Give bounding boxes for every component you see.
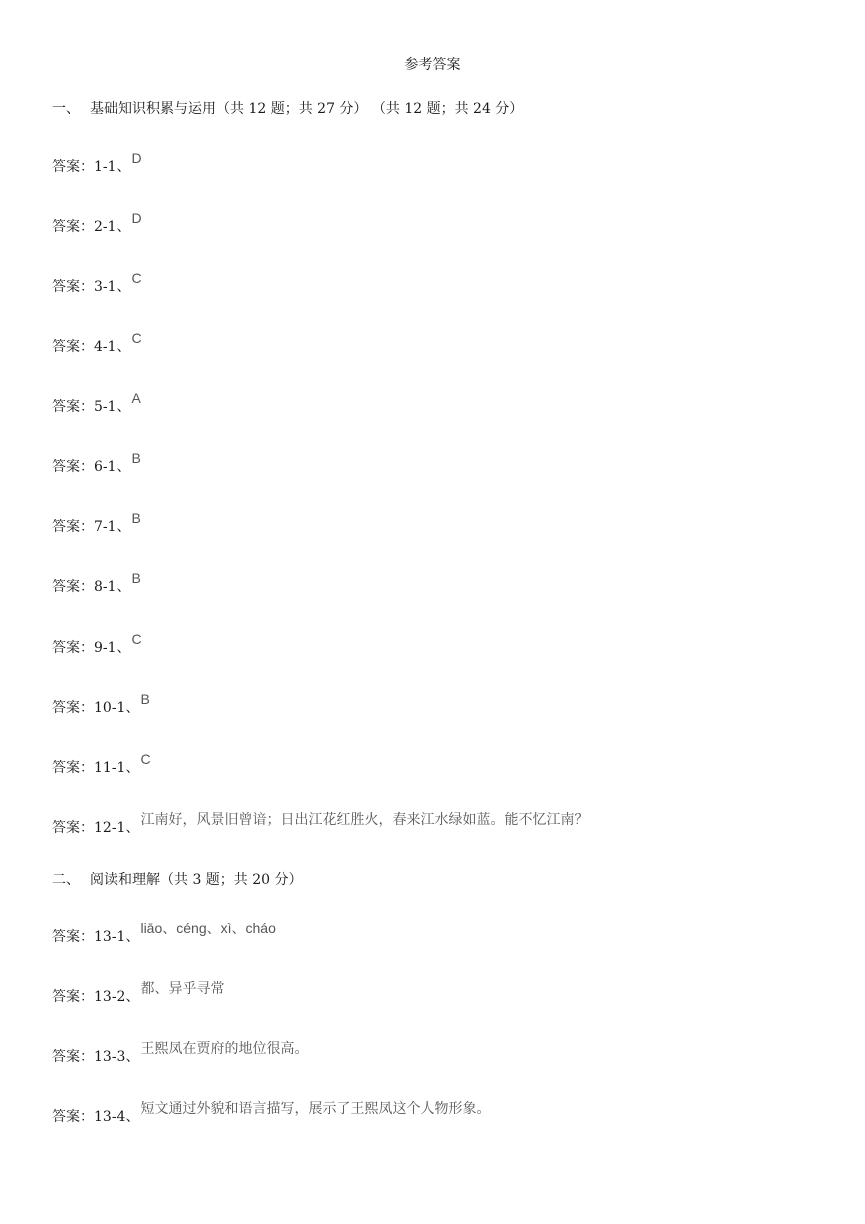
answer-row-9-1 bbox=[52, 631, 142, 662]
answer-value: C bbox=[131, 631, 142, 647]
answer-value: 短文通过外貌和语言描写，展示了王熙凤这个人物形象。 bbox=[140, 1100, 491, 1116]
answer-value: C bbox=[131, 270, 142, 286]
answer-label: 答案：7-1、 bbox=[52, 519, 131, 535]
answer-label: 答案：11-1、 bbox=[52, 760, 140, 776]
answer-row-1-1 bbox=[52, 150, 142, 181]
section-heading-2 bbox=[52, 870, 303, 890]
answer-label: 答案：4-1、 bbox=[52, 339, 131, 355]
answer-value: B bbox=[131, 570, 141, 586]
answer-value: 江南好，风景旧曾谙；日出江花红胜火，春来江水绿如蓝。能不忆江南？ bbox=[140, 811, 589, 827]
answer-row-13-1 bbox=[52, 920, 276, 951]
answer-value: B bbox=[140, 691, 150, 707]
answer-label: 答案：1-1、 bbox=[52, 159, 131, 175]
answer-value: C bbox=[131, 330, 142, 346]
answer-label: 答案：8-1、 bbox=[52, 579, 131, 595]
answer-row-11-1 bbox=[52, 751, 151, 782]
answer-row-13-4 bbox=[52, 1100, 491, 1131]
answer-label: 答案：5-1、 bbox=[52, 399, 131, 415]
answer-label: 答案：13-1、 bbox=[52, 929, 140, 945]
answer-label: 答案：2-1、 bbox=[52, 219, 131, 235]
answer-value: C bbox=[140, 751, 151, 767]
answer-value: B bbox=[131, 510, 141, 526]
answer-row-4-1 bbox=[52, 330, 142, 361]
answer-value: B bbox=[131, 450, 141, 466]
answer-row-8-1 bbox=[52, 570, 141, 601]
answer-label: 答案：3-1、 bbox=[52, 279, 131, 295]
answer-row-2-1 bbox=[52, 210, 142, 241]
answer-label: 答案：13-2、 bbox=[52, 989, 140, 1005]
answer-row-6-1 bbox=[52, 450, 141, 481]
answer-label: 答案：13-4、 bbox=[52, 1109, 140, 1125]
answer-row-10-1 bbox=[52, 691, 150, 722]
section-number: 二、 bbox=[52, 872, 80, 888]
answer-label: 答案：13-3、 bbox=[52, 1049, 140, 1065]
section-title: 基础知识积累与运用（共 12 题；共 27 分） （共 12 题；共 24 分） bbox=[90, 101, 524, 117]
answer-row-5-1 bbox=[52, 390, 141, 421]
answer-value: 王熙凤在贾府的地位很高。 bbox=[140, 1040, 309, 1056]
document-title: 参考答案 bbox=[404, 57, 461, 73]
section-number: 一、 bbox=[52, 101, 80, 117]
answer-label: 答案：9-1、 bbox=[52, 640, 131, 656]
answer-value: liāo、céng、xì、cháo bbox=[140, 920, 276, 936]
answer-row-13-3 bbox=[52, 1040, 309, 1071]
answer-value: D bbox=[131, 150, 142, 166]
answer-label: 答案：10-1、 bbox=[52, 700, 140, 716]
answer-row-13-2 bbox=[52, 980, 225, 1011]
answer-value: A bbox=[131, 390, 141, 406]
answer-label: 答案：6-1、 bbox=[52, 459, 131, 475]
answer-value: 都、异乎寻常 bbox=[140, 980, 225, 996]
answer-row-3-1 bbox=[52, 270, 142, 301]
section-heading-1 bbox=[52, 99, 523, 119]
answer-row-7-1 bbox=[52, 510, 141, 541]
section-title: 阅读和理解（共 3 题；共 20 分） bbox=[90, 872, 303, 888]
answer-value: D bbox=[131, 210, 142, 226]
answer-label: 答案：12-1、 bbox=[52, 820, 140, 836]
answer-row-12-1 bbox=[52, 811, 589, 842]
